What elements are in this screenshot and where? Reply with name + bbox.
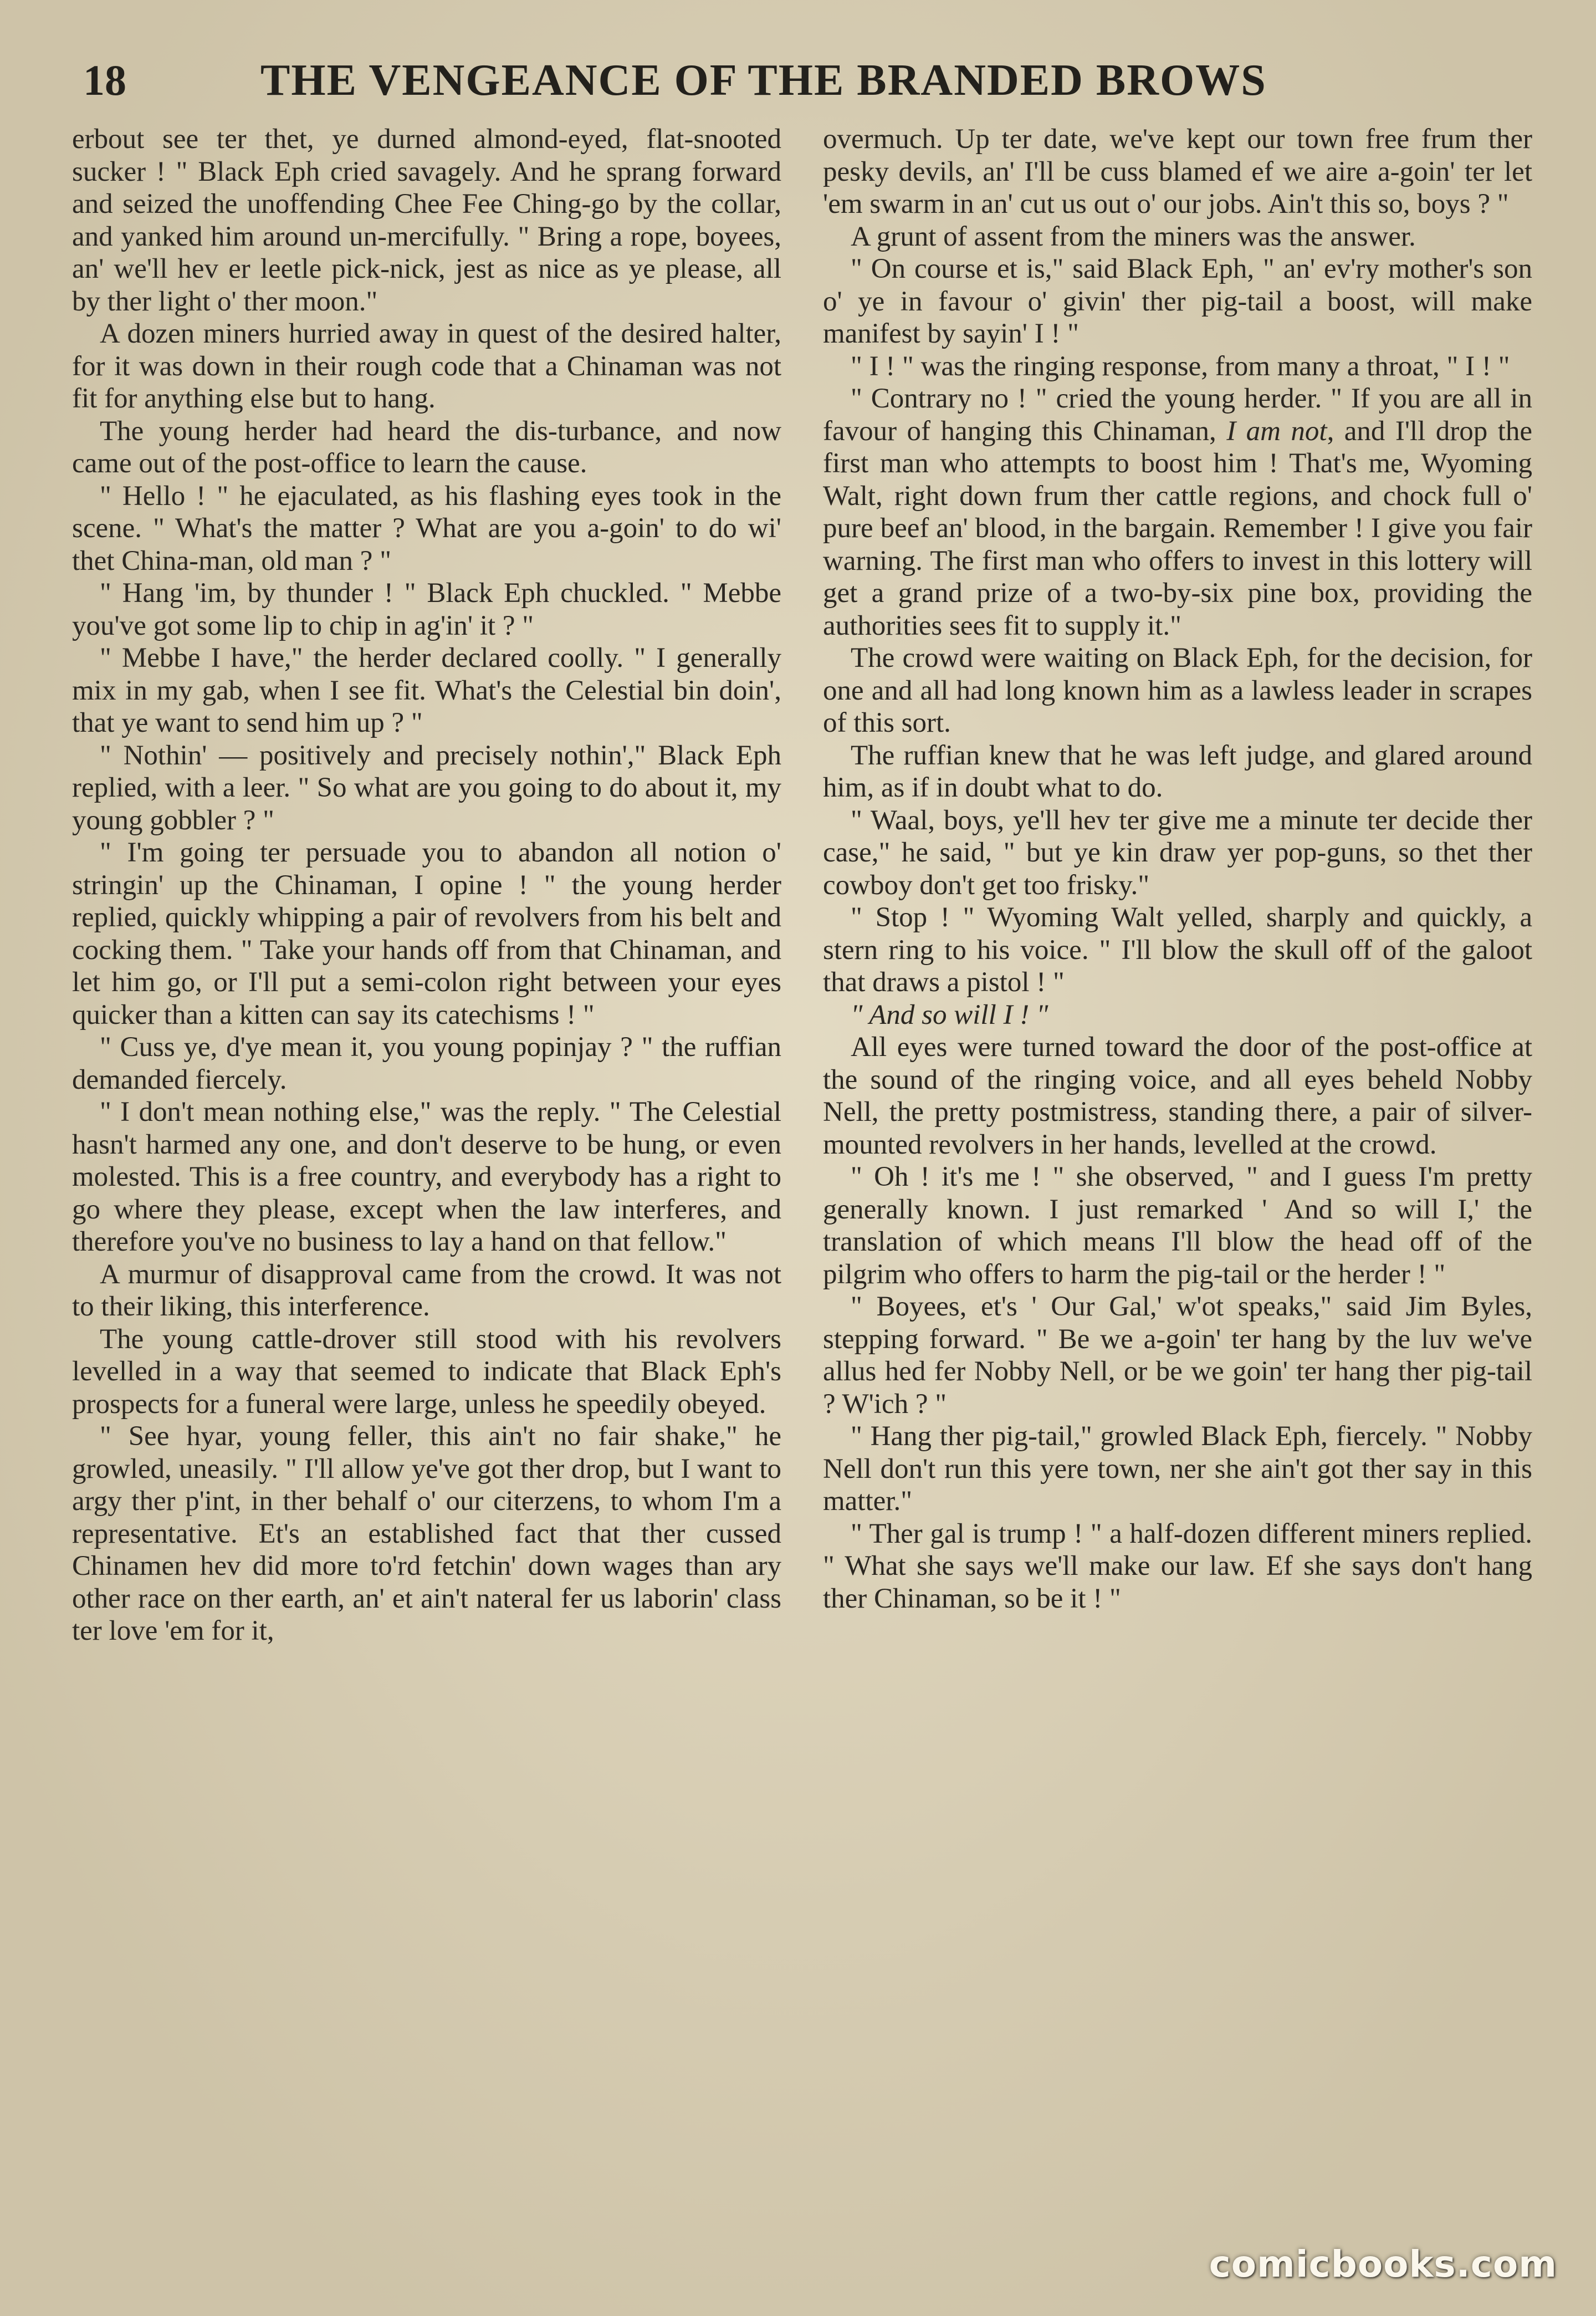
- paragraph-text: , and I'll drop the first man who attempts to boost him ! That's me, Wyoming Walt, right down frum ther cattle regions, and chock full o' pure beef an' blood, in the bargain. Remember ! I give you fair warning. The first man who offers to invest in this lottery will get a grand prize of a two-by-six pine box, providing the authorities sees fit to supply it.": [823, 415, 1532, 641]
- paragraph: " And so will I ! ": [851, 999, 1048, 1031]
- paragraph: " I'm going ter persuade you to abandon all notion o' stringin' up the Chinaman, I opine ! " the young herder replied, quickly whipping a pair of revolvers from his belt and cocking them. " Take your hands off from that Chinaman, and let him go, or I'll put a semi-colon right between your eyes quicker than a kitten can say its catechisms ! ": [72, 837, 781, 1031]
- paragraph: The crowd were waiting on Black Eph, for the decision, for one and all had long known him as a lawless leader in scrapes of this sort.: [823, 642, 1532, 738]
- paragraph: " See hyar, young feller, this ain't no fair shake," he growled, uneasily. " I'll allow ye've got ther drop, but I want to argy ther p'int, in ther behalf o' our citerzens, to whom I'm a representative. Et's an established fact that ther cussed Chinamen hev did more to'rd fetchin' down wages than ary other race on ther earth, an' et ain't nateral fer us laborin' class ter love 'em for it,: [72, 1421, 781, 1646]
- paragraph: erbout see ter thet, ye durned almond-eyed, flat-snooted sucker ! " Black Eph cried savagely. And he sprang forward and seized the unoffending Chee Fee Ching-go by the collar, and yanked him around un-mercifully. " Bring a rope, boyees, an' we'll hev er leetle pick-nick, jest as nice as ye please, all by ther light o' ther moon.": [72, 124, 781, 317]
- left-column: [72, 123, 781, 2230]
- page-header: [83, 55, 1524, 122]
- paragraph: overmuch. Up ter date, we've kept our town free frum ther pesky devils, an' I'll be cuss blamed ef we aire a-goin' ter let 'em swarm in an' cut us out o' our jobs. Ain't this so, boys ? ": [823, 124, 1532, 220]
- paragraph: " On course et is," said Black Eph, " an' ev'ry mother's son o' ye in favour o' givin' ther pig-tail a boost, will make manifest by sayin' I ! ": [823, 253, 1532, 349]
- paragraph: " I ! " was the ringing response, from many a throat, " I ! ": [851, 350, 1510, 382]
- paragraph: " Hang 'im, by thunder ! " Black Eph chuckled. " Mebbe you've got some lip to chip in ag'in' it ? ": [72, 578, 781, 641]
- paragraph: The ruffian knew that he was left judge, and glared around him, as if in doubt what to do.: [823, 739, 1532, 803]
- paragraph: " Nothin' — positively and precisely nothin'," Black Eph replied, with a leer. " So what are you going to do about it, my young gobbler ? ": [72, 739, 781, 836]
- paragraph: " Stop ! " Wyoming Walt yelled, sharply and quickly, a stern ring to his voice. " I'll blow the skull off of the galoot that draws a pistol ! ": [823, 902, 1532, 998]
- paragraph: " I don't mean nothing else," was the reply. " The Celestial hasn't harmed any one, and don't deserve to be hung, or even molested. This is a free country, and everybody has a right to go where they please, except when the law interferes, and therefore you've no business to lay a hand on that fellow.": [72, 1096, 781, 1257]
- paragraph: The young cattle-drover still stood with his revolvers levelled in a way that seemed to indicate that Black Eph's prospects for a funeral were large, unless he speedily obeyed.: [72, 1323, 781, 1420]
- paragraph: A murmur of disapproval came from the crowd. It was not to their liking, this interference.: [72, 1258, 781, 1322]
- running-title: THE VENGEANCE OF THE BRANDED BROWS: [260, 56, 1267, 105]
- paragraph: " Oh ! it's me ! " she observed, " and I guess I'm pretty generally known. I just remarked ' And so will I,' the translation of which means I'll blow the head off of the pilgrim who offers to harm the pig-tail or the herder ! ": [823, 1161, 1532, 1290]
- paragraph: A grunt of assent from the miners was the answer.: [851, 221, 1416, 252]
- paragraph: " Ther gal is trump ! " a half-dozen different miners replied. " What she says we'll make our law. Ef she says don't hang ther Chinaman, so be it ! ": [823, 1518, 1532, 1614]
- paragraph: " Waal, boys, ye'll hev ter give me a minute ter decide ther case," he said, " but ye kin draw yer pop-guns, so thet ther cowboy don't get too frisky.": [823, 804, 1532, 901]
- paragraph: All eyes were turned toward the door of the post-office at the sound of the ringing voice, and all eyes beheld Nobby Nell, the pretty postmistress, standing there, a pair of silver-mounted revolvers in her hands, levelled at the crowd.: [823, 1032, 1532, 1160]
- paragraph: The young herder had heard the dis-turbance, and now came out of the post-office to learn the cause.: [72, 415, 781, 479]
- right-column: [823, 123, 1532, 2230]
- paragraph: [823, 382, 1532, 642]
- watermark: comicbooks.com: [1209, 2243, 1557, 2286]
- page-number: 18: [83, 56, 126, 104]
- paragraph-text: " Contrary no ! " cried the young herder. " If you are all in favour of hanging this Chinaman,: [823, 383, 1532, 447]
- paragraph: " Boyees, et's ' Our Gal,' w'ot speaks," said Jim Byles, stepping forward. " Be we a-goin' ter hang by the luv we've allus hed fer Nobby Nell, or be we goin' ter hang ther pig-tail ? W'ich ? ": [823, 1291, 1532, 1420]
- emphasis-text: I am not: [1226, 415, 1327, 447]
- paragraph: " Cuss ye, d'ye mean it, you young popinjay ? " the ruffian demanded fiercely.: [72, 1032, 781, 1095]
- paragraph: " Mebbe I have," the herder declared coolly. " I generally mix in my gab, when I see fit. What's the Celestial bin doin', that ye want to send him up ? ": [72, 642, 781, 738]
- paragraph: " Hang ther pig-tail," growled Black Eph, fiercely. " Nobby Nell don't run this yere town, ner she ain't got ther say in this matter.": [823, 1421, 1532, 1517]
- paragraph: A dozen miners hurried away in quest of the desired halter, for it was down in their rough code that a Chinaman was not fit for anything else but to hang.: [72, 318, 781, 414]
- paragraph: " Hello ! " he ejaculated, as his flashing eyes took in the scene. " What's the matter ? What are you a-goin' to do wi' thet China-man, old man ? ": [72, 480, 781, 577]
